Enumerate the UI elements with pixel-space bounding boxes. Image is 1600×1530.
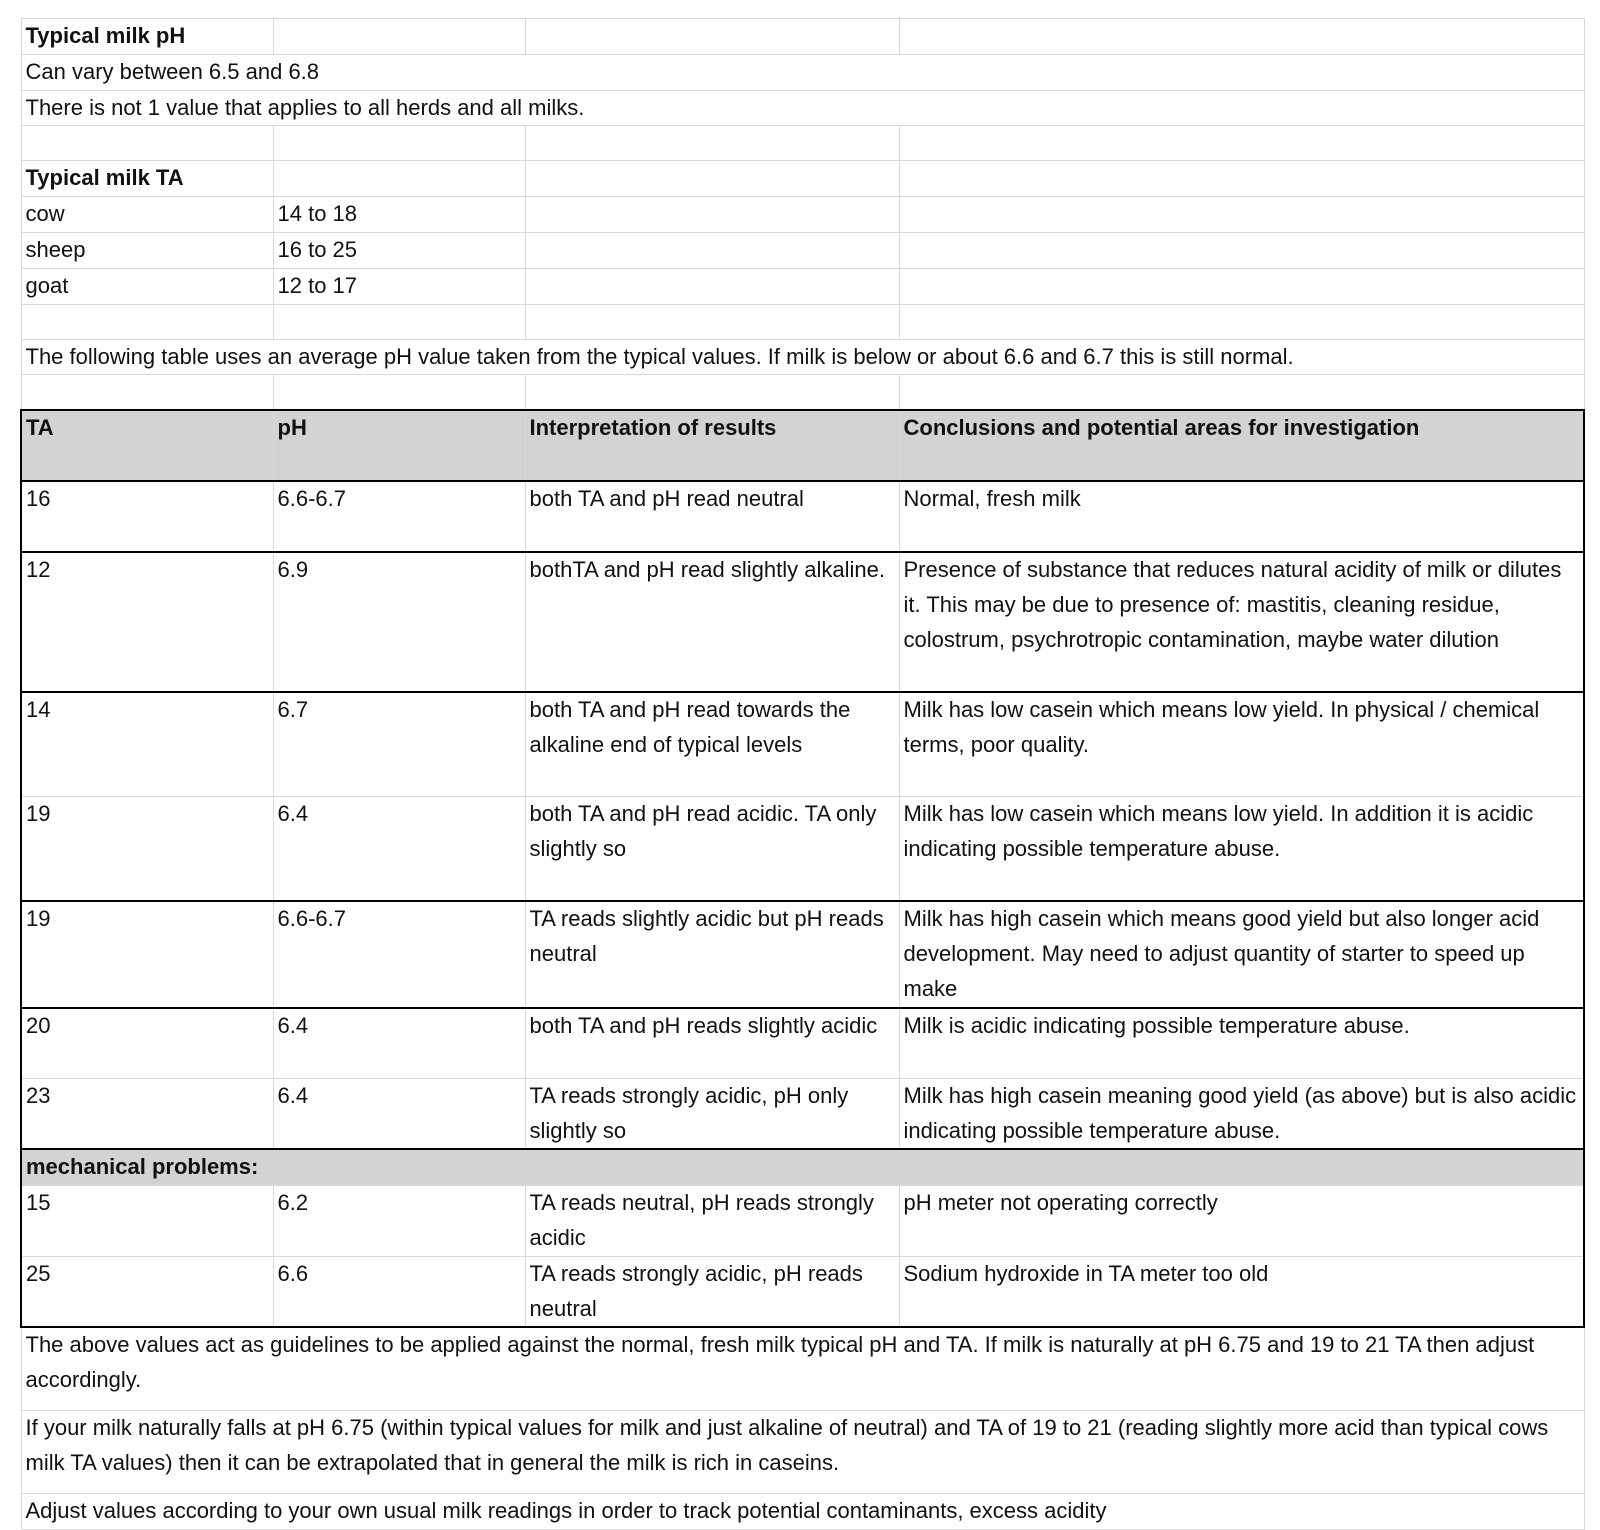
empty-cell[interactable]	[899, 304, 1584, 339]
empty-cell[interactable]	[899, 375, 1584, 411]
footer-note-1[interactable]: The above values act as guidelines to be applied against the normal, fresh milk typical pH and TA. If milk is naturally at pH 6.75 and 19 to 21 TA then adjust accordingly.	[21, 1327, 1584, 1411]
ph-cell[interactable]: 6.4	[273, 797, 525, 902]
empty-cell[interactable]	[21, 304, 273, 339]
ta-cell[interactable]: 23	[21, 1078, 273, 1149]
intro-note[interactable]: The following table uses an average pH value taken from the typical values. If milk is below or about 6.6 and 6.7 this is still normal.	[21, 339, 1584, 375]
empty-cell[interactable]	[21, 126, 273, 161]
ph-cell[interactable]: 6.6-6.7	[273, 481, 525, 552]
empty-cell[interactable]	[273, 304, 525, 339]
empty-cell[interactable]	[899, 232, 1584, 268]
conclusion-cell[interactable]: Sodium hydroxide in TA meter too old	[899, 1256, 1584, 1327]
ph-cell[interactable]: 6.7	[273, 692, 525, 797]
table-row	[21, 692, 1584, 797]
table-row	[21, 1256, 1584, 1327]
empty-cell[interactable]	[21, 375, 273, 411]
empty-cell[interactable]	[525, 375, 899, 411]
table-row	[21, 797, 1584, 902]
interpretation-cell[interactable]: TA reads slightly acidic but pH reads neutral	[525, 901, 899, 1007]
table-row	[21, 1078, 1584, 1149]
ta-cell[interactable]: 25	[21, 1256, 273, 1327]
ta-cell[interactable]: 12	[21, 552, 273, 692]
conclusion-cell[interactable]: pH meter not operating correctly	[899, 1186, 1584, 1257]
ta-animal[interactable]: goat	[21, 268, 273, 304]
ta-range[interactable]: 12 to 17	[273, 268, 525, 304]
column-header-ph[interactable]: pH	[273, 410, 525, 481]
footer-note-3[interactable]: Adjust values according to your own usual milk readings in order to track potential contaminants, excess acidity	[21, 1494, 1584, 1530]
milk-ph-ta-sheet	[20, 18, 1585, 1530]
footer-note-2[interactable]: If your milk naturally falls at pH 6.75 (within typical values for milk and just alkaline of neutral) and TA of 19 to 21 (reading slightly more acid than typical cows milk TA values) then it can be extrapolated that in general the milk is rich in caseins.	[21, 1411, 1584, 1494]
conclusion-cell[interactable]: Milk is acidic indicating possible temperature abuse.	[899, 1008, 1584, 1079]
ta-title[interactable]: Typical milk TA	[21, 161, 273, 197]
empty-cell[interactable]	[899, 268, 1584, 304]
empty-cell[interactable]	[525, 126, 899, 161]
column-header-ta[interactable]: TA	[21, 410, 273, 481]
ph-range[interactable]: Can vary between 6.5 and 6.8	[21, 54, 1584, 90]
empty-cell[interactable]	[525, 161, 899, 197]
empty-cell[interactable]	[525, 19, 899, 55]
empty-cell[interactable]	[273, 375, 525, 411]
table-row	[21, 1008, 1584, 1079]
ta-range[interactable]: 16 to 25	[273, 232, 525, 268]
conclusion-cell[interactable]: Milk has low casein which means low yield. In physical / chemical terms, poor quality.	[899, 692, 1584, 797]
ph-cell[interactable]: 6.4	[273, 1008, 525, 1079]
empty-cell[interactable]	[273, 126, 525, 161]
table-row	[21, 552, 1584, 692]
empty-cell[interactable]	[525, 197, 899, 233]
empty-cell[interactable]	[899, 126, 1584, 161]
ta-cell[interactable]: 14	[21, 692, 273, 797]
section-row	[21, 1149, 1584, 1185]
ta-cell[interactable]: 15	[21, 1186, 273, 1257]
empty-cell[interactable]	[273, 19, 525, 55]
interpretation-cell[interactable]: both TA and pH read towards the alkaline end of typical levels	[525, 692, 899, 797]
table-row	[21, 901, 1584, 1007]
empty-cell[interactable]	[273, 161, 525, 197]
ph-cell[interactable]: 6.2	[273, 1186, 525, 1257]
interpretation-cell[interactable]: TA reads strongly acidic, pH reads neutral	[525, 1256, 899, 1327]
ph-note[interactable]: There is not 1 value that applies to all herds and all milks.	[21, 90, 1584, 126]
interpretation-cell[interactable]: TA reads neutral, pH reads strongly acidic	[525, 1186, 899, 1257]
ta-animal[interactable]: sheep	[21, 232, 273, 268]
interpretation-cell[interactable]: TA reads strongly acidic, pH only slightly so	[525, 1078, 899, 1149]
spreadsheet	[20, 18, 1583, 1530]
ta-cell[interactable]: 16	[21, 481, 273, 552]
table-header	[21, 410, 1584, 481]
conclusion-cell[interactable]: Presence of substance that reduces natural acidity of milk or dilutes it. This may be due to presence of: mastitis, cleaning residue, colostrum, psychrotropic contamination, maybe water dilution	[899, 552, 1584, 692]
empty-cell[interactable]	[525, 232, 899, 268]
empty-cell[interactable]	[899, 197, 1584, 233]
ph-cell[interactable]: 6.6	[273, 1256, 525, 1327]
column-header-conclusions[interactable]: Conclusions and potential areas for investigation	[899, 410, 1584, 481]
ph-title[interactable]: Typical milk pH	[21, 19, 273, 55]
interpretation-cell[interactable]: both TA and pH reads slightly acidic	[525, 1008, 899, 1079]
ta-cell[interactable]: 20	[21, 1008, 273, 1079]
empty-cell[interactable]	[525, 268, 899, 304]
empty-cell[interactable]	[899, 19, 1584, 55]
empty-cell[interactable]	[899, 161, 1584, 197]
interpretation-cell[interactable]: both TA and pH read acidic. TA only slightly so	[525, 797, 899, 902]
table-row	[21, 1186, 1584, 1257]
ta-animal[interactable]: cow	[21, 197, 273, 233]
ph-cell[interactable]: 6.4	[273, 1078, 525, 1149]
ph-cell[interactable]: 6.6-6.7	[273, 901, 525, 1007]
ta-range[interactable]: 14 to 18	[273, 197, 525, 233]
interpretation-cell[interactable]: both TA and pH read neutral	[525, 481, 899, 552]
conclusion-cell[interactable]: Milk has high casein which means good yield but also longer acid development. May need to adjust quantity of starter to speed up make	[899, 901, 1584, 1007]
mechanical-problems-label[interactable]: mechanical problems:	[21, 1149, 1584, 1185]
column-header-interpretation[interactable]: Interpretation of results	[525, 410, 899, 481]
ta-cell[interactable]: 19	[21, 901, 273, 1007]
ta-cell[interactable]: 19	[21, 797, 273, 902]
ph-cell[interactable]: 6.9	[273, 552, 525, 692]
conclusion-cell[interactable]: Milk has high casein meaning good yield (as above) but is also acidic indicating possible temperature abuse.	[899, 1078, 1584, 1149]
empty-cell[interactable]	[525, 304, 899, 339]
conclusion-cell[interactable]: Milk has low casein which means low yield. In addition it is acidic indicating possible temperature abuse.	[899, 797, 1584, 902]
interpretation-cell[interactable]: bothTA and pH read slightly alkaline.	[525, 552, 899, 692]
conclusion-cell[interactable]: Normal, fresh milk	[899, 481, 1584, 552]
table-row	[21, 481, 1584, 552]
